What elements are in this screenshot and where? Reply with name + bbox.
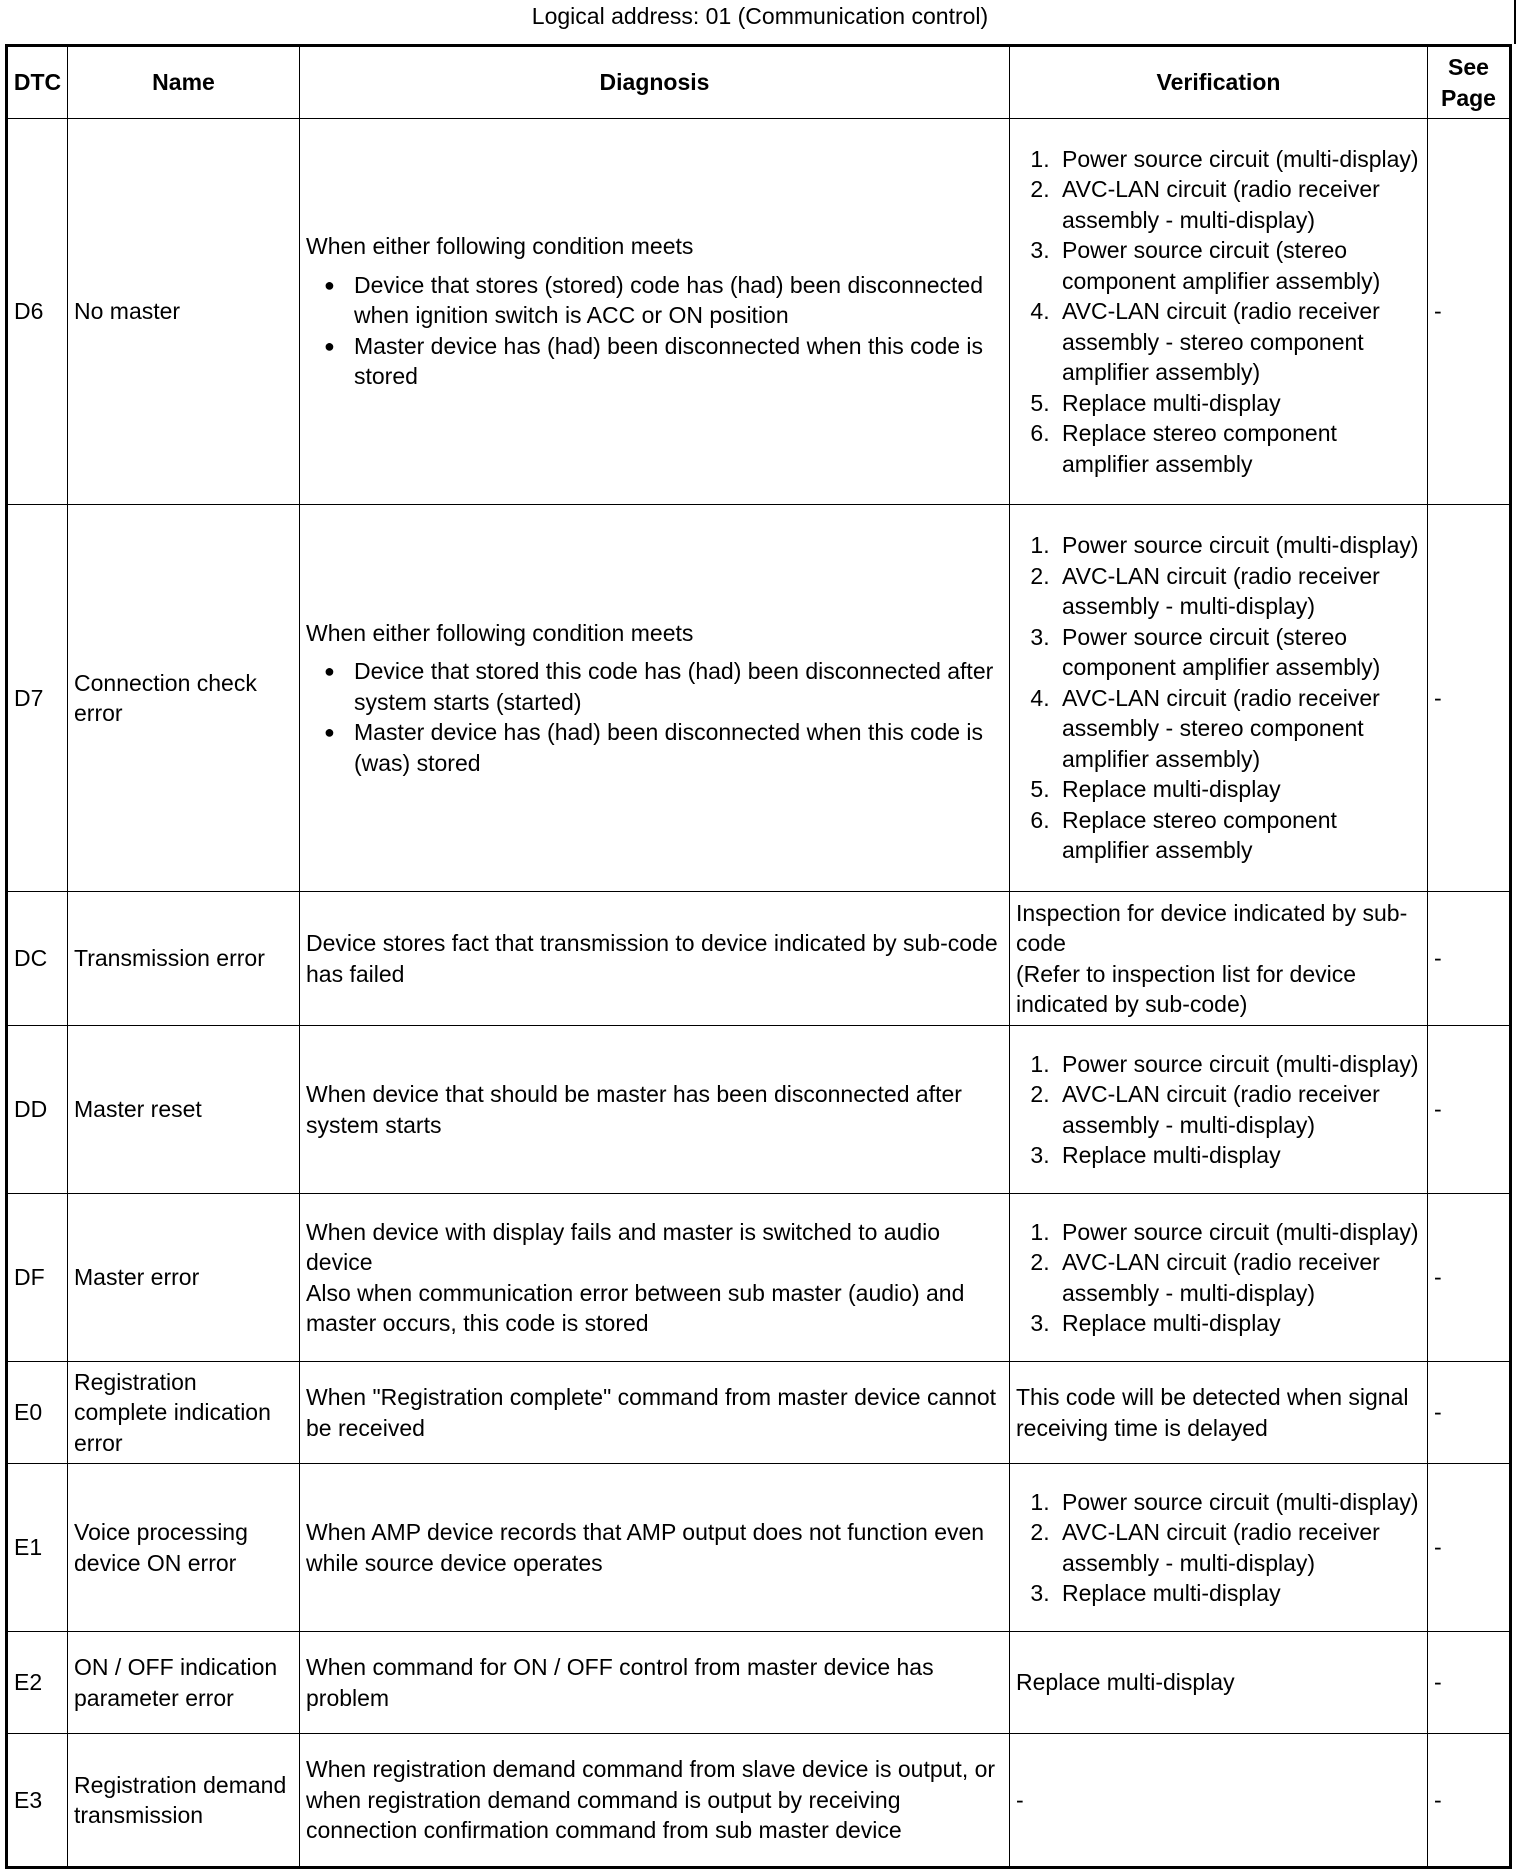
- dtc-name: Transmission error: [68, 892, 300, 1026]
- verification-step: 3. Replace multi-display: [1056, 1140, 1421, 1171]
- dtc-verification: [1010, 1194, 1428, 1362]
- dtc-see-page: -: [1428, 505, 1511, 892]
- dtc-name: Registration demand transmission: [68, 1734, 300, 1868]
- table-row-df: [7, 1194, 1511, 1362]
- dtc-code: D7: [7, 505, 68, 892]
- diagnosis-line: Also when communication error between sub master (audio) and master occurs, this code is stored: [306, 1279, 965, 1336]
- dtc-verification: This code will be detected when signal receiving time is delayed: [1010, 1362, 1428, 1464]
- verification-line: Inspection for device indicated by sub-code: [1016, 899, 1408, 956]
- verification-step: 3. Replace multi-display: [1056, 1308, 1421, 1339]
- dtc-diagnosis: When command for ON / OFF control from master device has problem: [300, 1632, 1010, 1734]
- header-name: Name: [68, 46, 300, 119]
- dtc-diagnosis: When "Registration complete" command from master device cannot be received: [300, 1362, 1010, 1464]
- dtc-diagnosis: When registration demand command from slave device is output, or when registration demand command is output by receiving connection confirmation command from sub master device: [300, 1734, 1010, 1868]
- verification-steps: [1016, 530, 1421, 866]
- diagnosis-bullet: ● Device that stored this code has (had) been disconnected after system starts (started): [354, 656, 1003, 717]
- verification-step: 3. Replace multi-display: [1056, 1578, 1421, 1609]
- header-diagnosis: Diagnosis: [300, 46, 1010, 119]
- header-see-page-line1: See: [1448, 54, 1489, 80]
- table-row-e2: [7, 1632, 1511, 1734]
- verification-step: 6. Replace stereo component amplifier assembly: [1056, 805, 1421, 866]
- verification-step: 3. Power source circuit (stereo component amplifier assembly): [1056, 622, 1421, 683]
- verification-step: 2. AVC-LAN circuit (radio receiver assembly - multi-display): [1056, 1079, 1421, 1140]
- dtc-diagnosis: [300, 505, 1010, 892]
- header-see-page-line2: Page: [1441, 84, 1496, 111]
- dtc-name: No master: [68, 119, 300, 505]
- diagnosis-bullets: [306, 270, 1003, 392]
- dtc-code: DD: [7, 1026, 68, 1194]
- dtc-code: E0: [7, 1362, 68, 1464]
- dtc-name: Registration complete indication error: [68, 1362, 300, 1464]
- dtc-diagnosis: [300, 119, 1010, 505]
- diagnosis-bullet: ● Master device has (had) been disconnected when this code is stored: [354, 331, 1003, 392]
- table-caption: Logical address: 01 (Communication control): [531, 3, 989, 29]
- dtc-verification: [1010, 1026, 1428, 1194]
- verification-line: (Refer to inspection list for device indicated by sub-code): [1016, 960, 1357, 1017]
- dtc-code: DC: [7, 892, 68, 1026]
- page-edge-rule: [1514, 0, 1516, 44]
- dtc-see-page: -: [1428, 1362, 1511, 1464]
- table-row-e0: [7, 1362, 1511, 1464]
- verification-step: 6. Replace stereo component amplifier assembly: [1056, 418, 1421, 479]
- diagnosis-bullets: [306, 656, 1003, 778]
- dtc-see-page: -: [1428, 119, 1511, 505]
- table-row-e1: [7, 1464, 1511, 1632]
- diagnosis-bullet: ● Device that stores (stored) code has (had) been disconnected when ignition switch is ACC or ON position: [354, 270, 1003, 331]
- diagnosis-bullet: ● Master device has (had) been disconnected when this code is (was) stored: [354, 717, 1003, 778]
- dtc-code: DF: [7, 1194, 68, 1362]
- dtc-code: E2: [7, 1632, 68, 1734]
- dtc-name: Master reset: [68, 1026, 300, 1194]
- verification-step: 1. Power source circuit (multi-display): [1056, 144, 1421, 175]
- dtc-verification: [1010, 1464, 1428, 1632]
- verification-step: 5. Replace multi-display: [1056, 388, 1421, 419]
- table-row-e3: [7, 1734, 1511, 1868]
- verification-step: 1. Power source circuit (multi-display): [1056, 1049, 1421, 1080]
- dtc-diagnosis: When device that should be master has been disconnected after system starts: [300, 1026, 1010, 1194]
- header-dtc: DTC: [7, 46, 68, 119]
- diagnosis-intro: When either following condition meets: [306, 233, 694, 260]
- dtc-diagnosis: [300, 1194, 1010, 1362]
- dtc-name: Connection check error: [68, 505, 300, 892]
- dtc-code: D6: [7, 119, 68, 505]
- dtc-verification: [1010, 505, 1428, 892]
- verification-steps: [1016, 1049, 1421, 1171]
- table-row-d6: [7, 119, 1511, 505]
- verification-step: 4. AVC-LAN circuit (radio receiver assembly - stereo component amplifier assembly): [1056, 296, 1421, 388]
- dtc-see-page: -: [1428, 1026, 1511, 1194]
- verification-step: 2. AVC-LAN circuit (radio receiver assembly - multi-display): [1056, 1247, 1421, 1308]
- dtc-see-page: -: [1428, 1734, 1511, 1868]
- verification-step: 1. Power source circuit (multi-display): [1056, 530, 1421, 561]
- verification-steps: [1016, 144, 1421, 480]
- dtc-see-page: -: [1428, 1632, 1511, 1734]
- verification-step: 4. AVC-LAN circuit (radio receiver assembly - stereo component amplifier assembly): [1056, 683, 1421, 775]
- dtc-verification: [1010, 119, 1428, 505]
- header-row: [7, 46, 1511, 119]
- dtc-diagnosis: When AMP device records that AMP output does not function even while source device operates: [300, 1464, 1010, 1632]
- verification-step: 3. Power source circuit (stereo component amplifier assembly): [1056, 235, 1421, 296]
- diagnosis-intro: When either following condition meets: [306, 619, 694, 646]
- dtc-diagnosis: Device stores fact that transmission to device indicated by sub-code has failed: [300, 892, 1010, 1026]
- header-see-page: [1428, 46, 1511, 119]
- dtc-see-page: -: [1428, 1464, 1511, 1632]
- dtc-name: ON / OFF indication parameter error: [68, 1632, 300, 1734]
- verification-step: 1. Power source circuit (multi-display): [1056, 1487, 1421, 1518]
- dtc-code: E1: [7, 1464, 68, 1632]
- diagnosis-line: When device with display fails and master is switched to audio device: [306, 1218, 941, 1275]
- verification-step: 2. AVC-LAN circuit (radio receiver assembly - multi-display): [1056, 561, 1421, 622]
- dtc-code: E3: [7, 1734, 68, 1868]
- dtc-see-page: -: [1428, 892, 1511, 1026]
- header-verification: Verification: [1010, 46, 1428, 119]
- table-row-dd: [7, 1026, 1511, 1194]
- verification-steps: [1016, 1217, 1421, 1339]
- dtc-see-page: -: [1428, 1194, 1511, 1362]
- dtc-name: Master error: [68, 1194, 300, 1362]
- table-row-dc: [7, 892, 1511, 1026]
- dtc-verification: -: [1010, 1734, 1428, 1868]
- verification-step: 2. AVC-LAN circuit (radio receiver assembly - multi-display): [1056, 174, 1421, 235]
- verification-step: 2. AVC-LAN circuit (radio receiver assembly - multi-display): [1056, 1517, 1421, 1578]
- verification-steps: [1016, 1487, 1421, 1609]
- table-row-d7: [7, 505, 1511, 892]
- dtc-verification: Replace multi-display: [1010, 1632, 1428, 1734]
- verification-step: 5. Replace multi-display: [1056, 774, 1421, 805]
- verification-step: 1. Power source circuit (multi-display): [1056, 1217, 1421, 1248]
- dtc-name: Voice processing device ON error: [68, 1464, 300, 1632]
- dtc-table: [5, 44, 1512, 1869]
- dtc-verification: [1010, 892, 1428, 1026]
